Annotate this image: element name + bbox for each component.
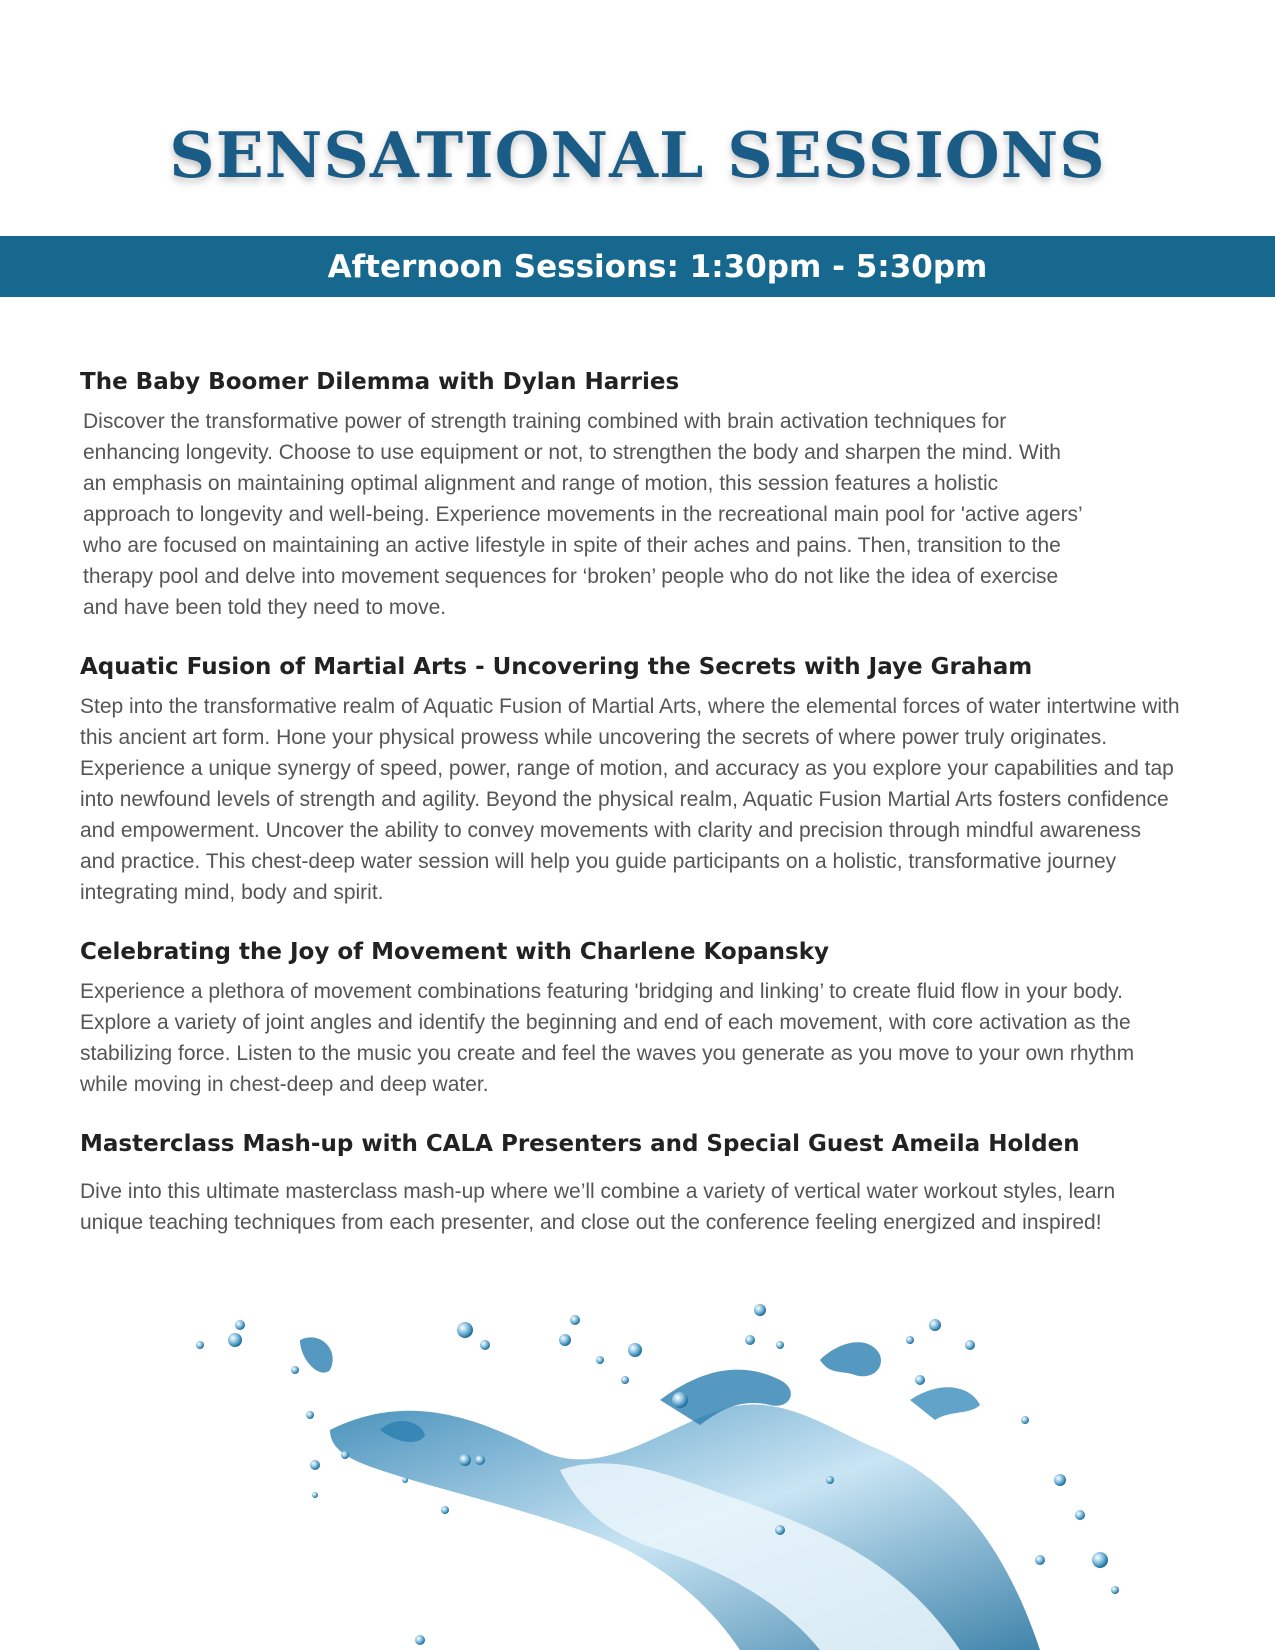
session-title: The Baby Boomer Dilemma with Dylan Harries: [80, 369, 680, 395]
session-title: Masterclass Mash-up with CALA Presenters and Special Guest Ameila Holden: [80, 1130, 1080, 1157]
session-title: Celebrating the Joy of Movement with Charlene Kopansky: [80, 938, 830, 965]
session-description: Experience a plethora of movement combinations featuring 'bridging and linking’ to create fluid flow in your body. Explore a variety of joint angles and identify the beginning and end of each movement, with core activation as the stabilizing force. Listen to the music you create and feel the waves you generate as you move to your own rhythm while moving in chest-deep and deep water.: [80, 979, 1135, 1096]
session-title: Aquatic Fusion of Martial Arts - Uncovering the Secrets with Jaye Graham: [80, 653, 1033, 680]
session-description: Discover the transformative power of strength training combined with brain activation techniques for enhancing longevity. Choose to use equipment or not, to strengthen the body and sharpen the mind. With an emphasis on maintaining optimal alignment and range of motion, this session features a holistic approach to longevity and well-being. Experience movements in the recreational main pool for 'active agers’ who are focused on maintaining an active lifestyle in spite of their aches and pains. Then, transition to the therapy pool and delve into movement sequences for ‘broken’ people who do not like the idea of exercise and have been told they need to move.: [83, 409, 1082, 619]
session-item: [80, 653, 1180, 908]
session-description: Step into the transformative realm of Aquatic Fusion of Martial Arts, where the elemental forces of water intertwine with this ancient art form. Hone your physical prowess while uncovering the secrets of where power truly originates. Experience a unique synergy of speed, power, range of motion, and accuracy as you explore your capabilities and tap into newfound levels of strength and agility. Beyond the physical realm, Aquatic Fusion Martial Arts fosters confidence and empowerment. Uncover the ability to convey movements with clarity and precision through mindful awareness and practice. This chest-deep water session will help you guide participants on a holistic, transformative journey integrating mind, body and spirit.: [80, 694, 1180, 904]
sessions-list: [80, 368, 1180, 1268]
page-title: SENSATIONAL SESSIONS: [169, 118, 1106, 192]
session-item: [80, 368, 1180, 623]
session-time-banner: [0, 236, 1275, 297]
session-item: [80, 938, 1180, 1100]
water-splash-image: [180, 1300, 1130, 1650]
banner-text: Afternoon Sessions: 1:30pm - 5:30pm: [327, 248, 988, 285]
session-item: [80, 1130, 1180, 1238]
session-description: Dive into this ultimate masterclass mash-up where we’ll combine a variety of vertical water workout styles, learn unique teaching techniques from each presenter, and close out the conference feeling energized and inspired!: [80, 1179, 1116, 1234]
